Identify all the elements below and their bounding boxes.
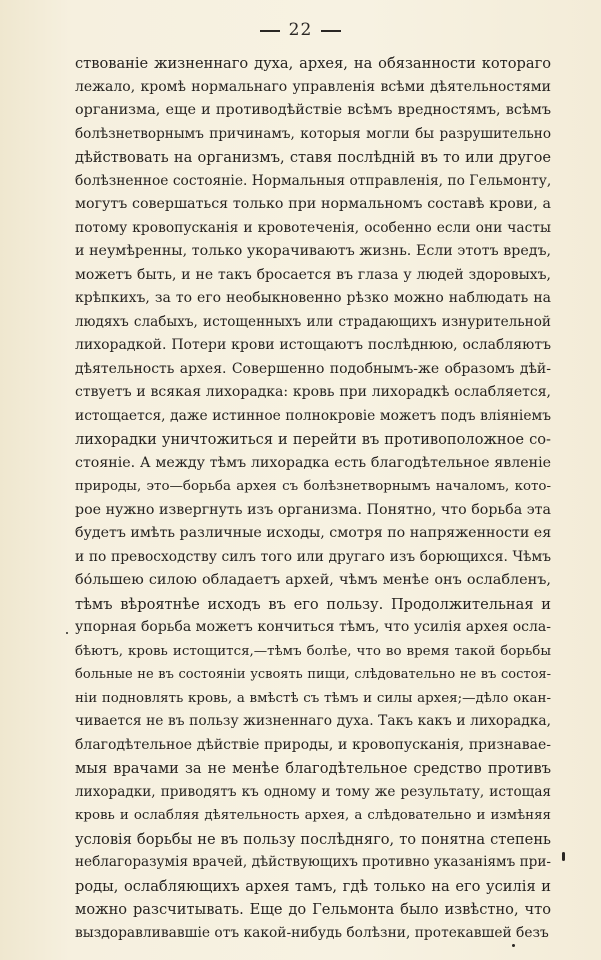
- text-line: будетъ имѣть различные исходы, смотря по напряженности ея: [75, 525, 551, 541]
- text-line: природы, это—борьба архея съ болѣзнетворнымъ началомъ, кото-: [75, 479, 551, 494]
- text-line: лихорадки уничтожиться и перейти въ противоположное со-: [75, 431, 551, 448]
- text-line: бѣютъ, кровь истощится,—тѣмъ болѣе, что во время такой борьбы: [75, 643, 551, 659]
- text-line: ствованіе жизненнаго духа, архея, на обязанности котораго: [75, 55, 551, 72]
- text-line: благодѣтельное дѣйствіе природы, и кровопусканія, признавае-: [75, 736, 551, 753]
- text-line: стояніе. А между тѣмъ лихорадка есть благодѣтельное явленіе: [75, 454, 551, 471]
- page-number: 22: [288, 20, 313, 40]
- ink-speck: [512, 944, 515, 947]
- text-line: бо́льшею силою обладаетъ архей, чѣмъ менѣе онъ ослабленъ,: [75, 572, 551, 588]
- text-line: неблагоразумія врачей, дѣйствующихъ противно указаніямъ при-: [75, 854, 551, 870]
- body-text: [75, 52, 551, 945]
- ink-speck: [562, 852, 565, 861]
- text-line: выздоравливавшіе отъ какой-нибудь болѣзни, протекавшей безъ: [75, 924, 549, 941]
- page-number-header: [0, 20, 601, 40]
- text-line: потому кровопусканія и кровотеченія, особенно если они часты: [75, 219, 551, 236]
- text-line: лихорадкой. Потери крови истощаютъ послѣднюю, ослабляютъ: [75, 337, 551, 353]
- text-line: роды, ослабляющихъ архея тамъ, гдѣ только на его усилія и: [75, 877, 551, 895]
- text-line: дѣятельность архея. Совершенно подобнымъ-же образомъ дѣй-: [75, 360, 551, 377]
- text-line: можетъ быть, и не такъ бросается въ глаза у людей здоровыхъ,: [75, 266, 551, 283]
- text-line: дѣйствовать на организмъ, ставя послѣдній въ то или другое: [75, 149, 551, 166]
- left-dash: [260, 30, 280, 32]
- text-line: рое нужно извергнуть изъ организма. Понятно, что борьба эта: [75, 501, 551, 518]
- text-line: ніи подновлять кровь, а вмѣстѣ съ тѣмъ и силы архея;—дѣло окан-: [75, 690, 551, 706]
- text-line: кровь и ослабляя дѣятельность архея, а слѣдовательно и измѣняя: [75, 808, 551, 823]
- text-line: истощается, даже истинное полнокровіе можетъ подъ вліяніемъ: [75, 407, 551, 424]
- text-line: условія борьбы не въ пользу послѣдняго, то понятна степень: [75, 830, 551, 848]
- text-line: людяхъ слабыхъ, истощенныхъ или страдающихъ изнурительной: [75, 313, 551, 330]
- text-line: больные не въ состояніи усвоять пищи, слѣдовательно не въ состоя-: [75, 667, 551, 682]
- text-line: мыя врачами за не менѣе благодѣтельное средство противъ: [75, 760, 551, 777]
- right-dash: [321, 30, 341, 32]
- text-line: болѣзненное состояніе. Нормальныя отправленія, по Гельмонту,: [75, 172, 551, 189]
- text-line: организма, еще и противодѣйствіе всѣмъ вредностямъ, всѣмъ: [75, 102, 551, 118]
- text-line: можно разсчитывать. Еще до Гельмонта было извѣстно, что: [75, 901, 551, 918]
- text-line: чивается не въ пользу жизненнаго духа. Такъ какъ и лихорадка,: [75, 713, 551, 729]
- text-line: ствуетъ и всякая лихорадка: кровь при лихорадкѣ ослабляется,: [75, 384, 551, 400]
- text-line: лежало, кромѣ нормальнаго управленія всѣми дѣятельностями: [75, 78, 551, 95]
- text-line: лихорадки, приводятъ къ одному и тому же результату, истощая: [75, 783, 551, 800]
- text-line: тѣмъ вѣроятнѣе исходъ въ его пользу. Продолжительная и: [75, 595, 551, 613]
- text-line: и неумѣренны, только укорачиваютъ жизнь. Если этотъ вредъ,: [75, 243, 551, 259]
- text-line: могутъ совершаться только при нормальномъ составѣ крови, а: [75, 196, 551, 212]
- text-line: крѣпкихъ, за то его необыкновенно рѣзко можно наблюдать на: [75, 290, 551, 306]
- text-line: болѣзнетворнымъ причинамъ, которыя могли бы разрушительно: [75, 125, 551, 142]
- ink-speck: [66, 632, 68, 634]
- text-line: упорная борьба можетъ кончиться тѣмъ, что усилія архея осла-: [75, 619, 551, 635]
- text-line: и по превосходству силъ того или другаго изъ борющихся. Чѣмъ: [75, 548, 551, 565]
